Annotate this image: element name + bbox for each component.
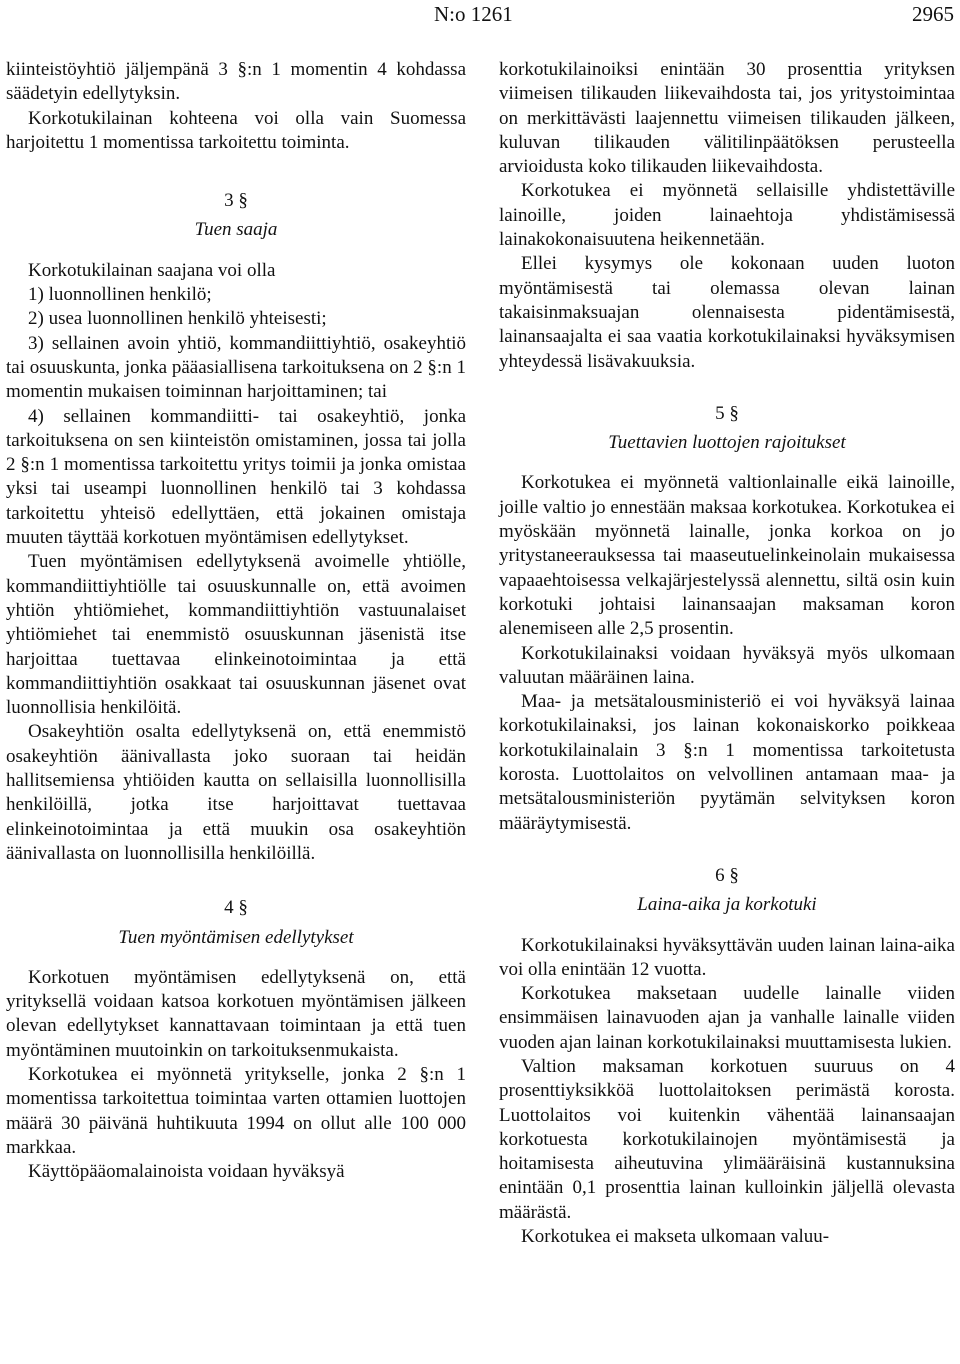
paragraph: Käyttöpääomalainoista voidaan hyväksyä (28, 1161, 345, 1183)
section-number: 5 § (715, 402, 739, 424)
paragraph: Ellei kysymys ole kokonaan uuden luoton myöntämisestä tai olemassa olevan lainan takaisinmaksuajan olennaisesta pidentämisestä, lainansaajalta ei saa vaatia korkotukilainaksi hyväksymisen yhteydessä lisävakuuksia. (499, 253, 955, 372)
section-5-heading (499, 402, 955, 456)
section-number: 4 § (224, 897, 248, 919)
paragraph: Korkotukea maksetaan uudelle lainalle viiden ensimmäisen lainavuoden ajan ja vanhalle lainalle viiden vuoden ajan lainan korkotukilainaksi muuttamisesta lukien. (499, 983, 955, 1053)
paragraph: Valtion maksaman korkotuen suuruus on 4 prosenttiyksikköä luottolaitoksen perimästä korosta. Luottolaitos voi kuitenkin vähentää lainansaajan korkotuesta korkotukilainojen myöntämisestä ja hoitamisesta aiheutuvina ylimääräisinä kustannuksina enintään 0,1 prosenttia lainan kulloinkin jäljellä olevasta määrästä. (499, 1055, 955, 1223)
paragraph: Korkotukea ei myönnetä sellaisille yhdistettäville lainoille, joiden lainaehtoja yhdistämisessä lainakokonaisuutena heikennetään. (499, 180, 955, 251)
paragraph: Maa- ja metsätalousministeriö ei voi hyväksyä lainaa korkotukilainaksi, jos lainan kokonaiskorko poikkeaa korkotukilainalain 3 §:n 1 momentissa tarkoitetusta korosta. Luottolaitos on velvollinen antamaan maa- ja metsätalousministeriön pyytämän selvityksen koron määräytymisestä. (499, 691, 955, 834)
paragraph: Korkotukilainan kohteena voi olla vain Suomessa harjoitettu 1 momentissa tarkoitettu toiminta. (6, 107, 466, 153)
paragraph: Korkotukea ei myönnetä yritykselle, jonka 2 §:n 1 momentissa tarkoitettua toimintaa varten ottamien luottojen määrä 30 päivänä huhtikuuta 1994 on ollut alle 100 000 markkaa. (6, 1063, 466, 1158)
right-column (499, 58, 955, 1249)
page-header (0, 2, 960, 28)
paragraph: kiinteistöyhtiö jäljempänä 3 §:n 1 momentin 4 kohdassa säädetyin edellytyksin. (6, 59, 466, 105)
paragraph: Tuen myöntämisen edellytyksenä avoimelle yhtiölle, kommandiittiyhtiölle tai osuuskunnalle on, että avoimen yhtiön yhtiömiehet, kommandiittiyhtiön vastuunalaiset yhtiömiehet tai enemmistö osuuskunnan jäsenistä itse harjoittaa tuettavaa elinkeinotoimintaa ja että kommandiittiyhtiön osakkaat tai osuuskunnan jäsenet ovat luonnollisia henkilöitä. (6, 551, 466, 719)
list-item: 3) sellainen avoin yhtiö, kommandiittiyhtiö, osakeyhtiö tai osuuskunta, jonka pääasiallisena tarkoituksena on 2 §:n 1 momentin mukaisen toiminnan harjoittaminen; tai (6, 332, 466, 403)
list-item: 4) sellainen kommandiitti- tai osakeyhtiö, jonka tarkoituksena on sen kiinteistön omistaminen, jossa tai jolla 2 §:n 1 momentissa tarkoitettu yritys toimii ja jonka omistaa yksi tai useampi luonnollinen henkilö tai 3 kohdassa tarkoitettu yhteisö edellyttäen, että jokainen omistaja muuten täyttää korkotuen myöntämisen edellytykset. (6, 405, 466, 549)
paragraph: Korkotukilainaksi voidaan hyväksyä myös ulkomaan valuutan määräinen laina. (499, 642, 955, 688)
paragraph: Osakeyhtiön osalta edellytyksenä on, että enemmistö osakeyhtiön äänivallasta joko suoraan tai heidän hallitsemiensa yhtiöiden kautta on sellaisilla luonnollisilla henkilöillä, jotka itse harjoittavat tuettavaa elinkeinotoimintaa ja että muukin osa osakeyhtiön äänivallasta on luonnollisilla henkilöillä. (6, 721, 466, 864)
paragraph: Korkotukea ei makseta ulkomaan valuu- (521, 1226, 830, 1248)
paragraph: Korkotuen myöntämisen edellytyksenä on, että yrityksellä voidaan katsoa korkotuen myöntämisen jälkeen olevan edellytykset kannattavaan toimintaan ja että tuen myöntäminen muutoinkin on tarkoituksenmukaista. (6, 966, 466, 1061)
document-number: N:o 1261 (434, 2, 513, 26)
section-title: Tuen saaja (194, 219, 278, 241)
paragraph: Korkotukea ei myönnetä valtionlainalle eikä lainoille, joille valtio jo ennestään maksaa korkotukea. Korkotukea ei myöskään myönnetä lainalle, jonka korkoa on jo yritystaneerauksessa tai maaseutuelinkeinolain mukaisessa vapaaehtoisessa velkajärjestelyssä alennettu, siltä osin kuin korkotuki johtaisi lainansaajan maksaman koron alenemiseen alle 2,5 prosentin. (499, 472, 955, 640)
section-3-heading (6, 189, 466, 243)
paragraph: Korkotukilainan saajana voi olla (28, 259, 276, 281)
list-item: 1) luonnollinen henkilö; (28, 284, 212, 306)
section-number: 3 § (224, 190, 248, 212)
list-item: 2) usea luonnollinen henkilö yhteisesti; (28, 308, 327, 330)
section-6-heading (499, 864, 955, 918)
section-title: Laina-aika ja korkotuki (637, 894, 817, 916)
left-column (6, 58, 466, 1184)
section-number: 6 § (715, 864, 739, 886)
section-title: Tuen myöntämisen edellytykset (118, 926, 354, 948)
section-title: Tuettavien luottojen rajoitukset (608, 432, 846, 454)
section-4-heading (6, 896, 466, 950)
paragraph: Korkotukilainaksi hyväksyttävän uuden lainan laina-aika voi olla enintään 12 vuotta. (499, 934, 955, 980)
paragraph: korkotukilainoiksi enintään 30 prosenttia yrityksen viimeisen tilikauden liikevaihdosta tai, jos yritystoimintaa on merkittävästi laajennettu viimeisen tilikauden jälkeen, kuluvan tilikauden välitilinpäätöksen perusteella arvioidusta koko tilikauden liikevaihdosta. (499, 59, 955, 178)
page-number: 2965 (912, 2, 954, 26)
